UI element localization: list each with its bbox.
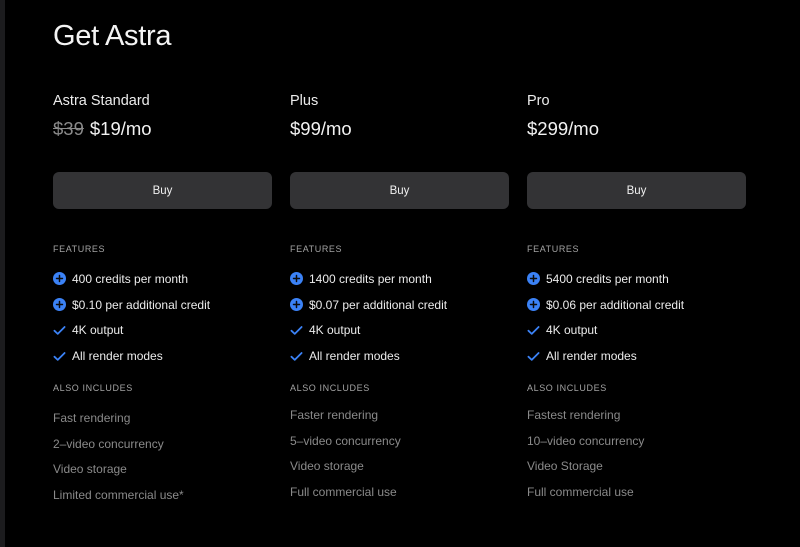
feature-text: $0.10 per additional credit <box>72 297 211 312</box>
include-item: 2–video concurrency <box>53 436 164 451</box>
include-item: Limited commercial use* <box>53 488 184 503</box>
plus-circle-icon <box>527 272 540 285</box>
feature-item <box>53 292 210 318</box>
current-price: $19/mo <box>89 118 152 139</box>
also-includes-list <box>290 402 401 505</box>
plan-name: Pro <box>527 93 550 109</box>
check-icon <box>290 324 303 337</box>
also-includes-heading: ALSO INCLUDES <box>290 383 370 393</box>
check-icon <box>53 350 66 363</box>
features-heading: FEATURES <box>527 244 580 254</box>
feature-text: 4K output <box>546 323 598 338</box>
include-item: Video storage <box>53 462 127 477</box>
also-includes-list <box>527 402 644 505</box>
plan-price <box>53 118 152 140</box>
check-icon <box>527 350 540 363</box>
check-icon <box>53 324 66 337</box>
plus-circle-icon <box>290 272 303 285</box>
original-price: $39 <box>53 118 84 139</box>
feature-item <box>527 318 684 344</box>
feature-text: 5400 credits per month <box>546 271 669 286</box>
feature-item <box>290 318 447 344</box>
buy-button-plus[interactable]: Buy <box>290 172 509 209</box>
plus-circle-icon <box>53 272 66 285</box>
include-item: Full commercial use <box>290 485 397 500</box>
plus-circle-icon <box>527 298 540 311</box>
current-price: $99/mo <box>290 118 352 139</box>
feature-list <box>527 266 684 369</box>
feature-text: $0.06 per additional credit <box>546 297 685 312</box>
feature-item <box>290 292 447 318</box>
feature-item <box>53 266 210 292</box>
plan-price <box>527 118 599 140</box>
include-item: 5–video concurrency <box>290 433 401 448</box>
feature-item <box>527 292 684 318</box>
feature-text: 400 credits per month <box>72 271 189 286</box>
plus-circle-icon <box>53 298 66 311</box>
features-heading: FEATURES <box>53 244 106 254</box>
feature-text: $0.07 per additional credit <box>309 297 448 312</box>
feature-text: All render modes <box>309 349 400 364</box>
check-icon <box>527 324 540 337</box>
plan-price <box>290 118 352 140</box>
include-item: 10–video concurrency <box>527 433 645 448</box>
feature-list <box>290 266 447 369</box>
also-includes-heading: ALSO INCLUDES <box>53 383 133 393</box>
check-icon <box>290 350 303 363</box>
include-item: Fastest rendering <box>527 407 621 422</box>
feature-item <box>290 343 447 369</box>
plan-name: Plus <box>290 93 319 109</box>
current-price: $299/mo <box>527 118 599 139</box>
feature-item <box>290 266 447 292</box>
feature-item <box>53 343 210 369</box>
feature-text: All render modes <box>72 349 163 364</box>
include-item: Video Storage <box>527 459 603 474</box>
feature-text: 4K output <box>309 323 361 338</box>
include-item: Full commercial use <box>527 485 634 500</box>
page-title: Get Astra <box>53 20 172 52</box>
plus-circle-icon <box>290 298 303 311</box>
buy-button-standard[interactable]: Buy <box>53 172 272 209</box>
include-item: Fast rendering <box>53 410 131 425</box>
feature-list <box>53 266 210 369</box>
buy-button-pro[interactable]: Buy <box>527 172 746 209</box>
include-item: Video storage <box>290 459 364 474</box>
include-item: Faster rendering <box>290 407 379 422</box>
also-includes-heading: ALSO INCLUDES <box>527 383 607 393</box>
feature-item <box>527 343 684 369</box>
feature-text: All render modes <box>546 349 637 364</box>
features-heading: FEATURES <box>290 244 343 254</box>
also-includes-list <box>53 405 184 508</box>
plan-name: Astra Standard <box>53 93 150 109</box>
feature-item <box>527 266 684 292</box>
feature-text: 1400 credits per month <box>309 271 432 286</box>
feature-item <box>53 318 210 344</box>
feature-text: 4K output <box>72 323 124 338</box>
window-edge <box>0 0 5 547</box>
